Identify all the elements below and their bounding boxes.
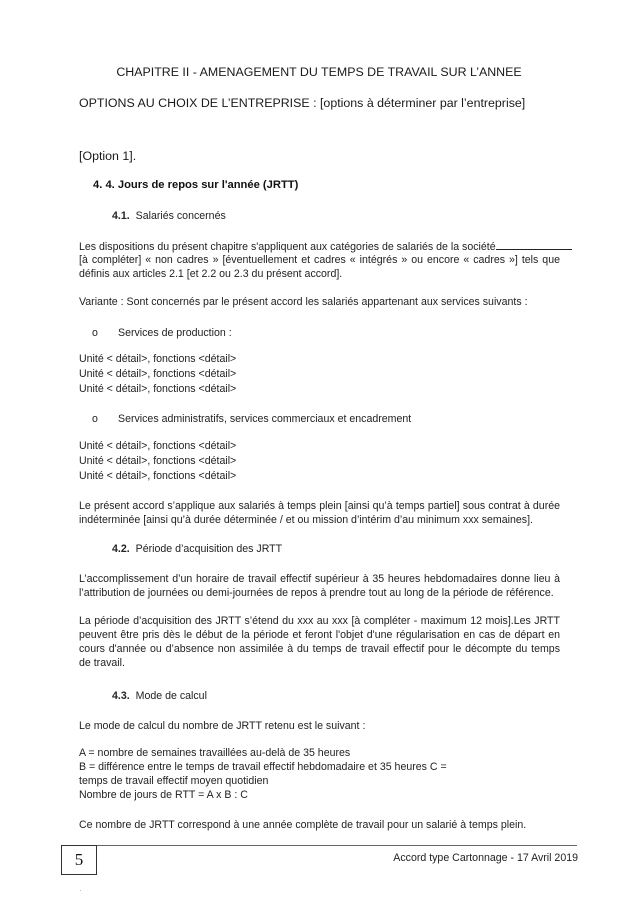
subsection-number: 4.1. xyxy=(112,210,130,222)
unit-line: Unité < détail>, fonctions <détail> xyxy=(79,470,237,482)
subsection-number: 4.3. xyxy=(112,690,130,702)
unit-line: Unité < détail>, fonctions <détail> xyxy=(79,455,237,467)
paragraph: L’accomplissement d’un horaire de travail effectif supérieur à 35 heures hebdomadaires donne lieu à l’attribution de journées ou demi-journées de repos à prendre tout au long de la période de référence. xyxy=(79,573,560,599)
subsection-4-2-heading xyxy=(112,542,282,556)
bullet-text: Services de production : xyxy=(118,327,232,339)
variante-text: Variante : Sont concernés par le présent accord les salariés appartenant aux services suivants : xyxy=(79,296,528,308)
blank-field-line xyxy=(496,239,572,250)
unit-line: Unité < détail>, fonctions <détail> xyxy=(79,368,237,380)
bullet-item xyxy=(92,326,232,340)
unit-line: Unité < détail>, fonctions <détail> xyxy=(79,353,237,365)
subsection-title: Salariés concernés xyxy=(135,210,226,222)
paragraph: [à compléter] « non cadres » [éventuellement et cadres « intégrés » ou encore « cadres »] tels que définis aux articles 2.1 [et 2.2 ou 2.3 du présent accord]. xyxy=(79,254,560,280)
option-label: [Option 1]. xyxy=(79,149,137,163)
paragraph-line: Ce nombre de JRTT correspond à une année complète de travail pour un salarié à temps plein. xyxy=(79,819,527,831)
page-number: 5 xyxy=(74,850,84,869)
unit-line: Unité < détail>, fonctions <détail> xyxy=(79,383,237,395)
footer-text: Accord type Cartonnage - 17 Avril 2019 xyxy=(393,852,578,864)
paragraph-text: Les dispositions du présent chapitre s'appliquent aux catégories de salariés de la société xyxy=(79,241,496,253)
unit-line: Unité < détail>, fonctions <détail> xyxy=(79,440,237,452)
bullet-marker: o xyxy=(92,413,98,425)
paragraph-line xyxy=(79,239,572,254)
bullet-item xyxy=(92,412,411,426)
paragraph-line: Le mode de calcul du nombre de JRTT retenu est le suivant : xyxy=(79,720,366,732)
paragraph: Le présent accord s’applique aux salariés à temps plein [ainsi qu’à temps partiel] sous contrat à durée indéterminée [ainsi qu’à durée déterminée / et ou mission d’intérim d’au minimum xxx semaines]. xyxy=(79,500,560,526)
chapter-heading: CHAPITRE II - AMENAGEMENT DU TEMPS DE TRAVAIL SUR L’ANNEE xyxy=(116,65,522,79)
subsection-4-3-heading xyxy=(112,689,207,703)
formula-line: B = différence entre le temps de travail effectif hebdomadaire et 35 heures C = xyxy=(79,761,447,773)
formula-line: Nombre de jours de RTT = A x B : C xyxy=(79,789,248,801)
section-4-heading: 4. 4. Jours de repos sur l'année (JRTT) xyxy=(93,179,299,191)
bullet-marker: o xyxy=(92,327,98,339)
subsection-title: Période d’acquisition des JRTT xyxy=(135,543,283,555)
formula-line: temps de travail effectif moyen quotidien xyxy=(79,775,269,787)
subsection-number: 4.2. xyxy=(112,543,130,555)
formula-line: A = nombre de semaines travaillées au-delà de 35 heures xyxy=(79,747,351,759)
subsection-title: Mode de calcul xyxy=(135,690,207,702)
footer-rule xyxy=(97,845,577,846)
options-heading: OPTIONS AU CHOIX DE L’ENTREPRISE : [options à déterminer par l’entreprise] xyxy=(79,96,526,110)
subsection-4-1-heading xyxy=(112,209,226,223)
bullet-text: Services administratifs, services commerciaux et encadrement xyxy=(118,413,412,425)
stray-dot xyxy=(80,890,81,891)
page-number-box xyxy=(61,845,97,875)
paragraph: La période d’acquisition des JRTT s’étend du xxx au xxx [à compléter - maximum 12 mois].Les JRTT peuvent être pris dès le début de la période et feront l'objet d'une régularisation en cas de départ en cours d'année ou d’absence non assimilée à du temps de travail effectif pour le décompte du temps de travail. xyxy=(79,615,560,669)
